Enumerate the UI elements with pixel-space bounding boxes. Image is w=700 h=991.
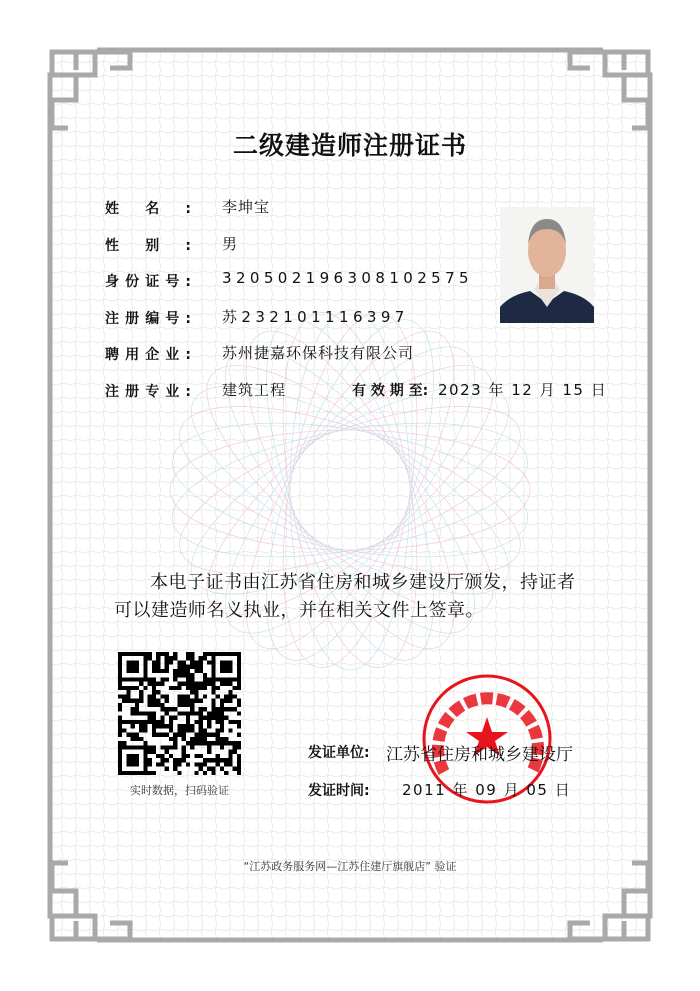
field-value: 李坤宝	[222, 198, 271, 216]
verification-qr-code[interactable]	[118, 652, 241, 775]
field-label: 注册编号:	[105, 311, 191, 327]
field-value: 苏州捷嘉环保科技有限公司	[222, 344, 415, 362]
field-value: 320502196308102575	[222, 269, 473, 287]
qr-caption: 实时数据，扫码验证	[130, 784, 229, 797]
field-label: 性别:	[105, 238, 191, 254]
statement-line-2: 可以建造师名义执业，并在相关文件上签章。	[114, 600, 484, 621]
field-label: 身份证号:	[105, 274, 191, 290]
holder-photo	[500, 207, 594, 323]
validity-label: 有 效 期 至:	[352, 383, 429, 399]
field-label: 聘用企业:	[105, 347, 191, 363]
issuer-value: 江苏省住房和城乡建设厅	[386, 745, 573, 765]
validity-value: 2023 年 12 月 15 日	[438, 381, 608, 399]
field-label: 注册专业:	[105, 384, 191, 400]
certificate-title: 二级建造师注册证书	[232, 131, 467, 160]
qr-modules	[118, 652, 241, 775]
field-value: 男	[222, 235, 239, 253]
issue-date-label: 发证时间:	[308, 783, 370, 799]
footer-verification-note: “江苏政务服务网—江苏住建厅旗舰店” 验证	[243, 860, 457, 873]
field-value: 建筑工程	[222, 381, 287, 399]
field-label: 姓名:	[105, 201, 191, 217]
statement-line-1: 本电子证书由江苏省住房和城乡建设厅颁发，持证者	[150, 572, 576, 593]
issue-date-value: 2011 年 09 月 05 日	[402, 781, 572, 799]
field-value: 苏232101116397	[222, 308, 409, 326]
issuer-label: 发证单位:	[308, 745, 370, 761]
